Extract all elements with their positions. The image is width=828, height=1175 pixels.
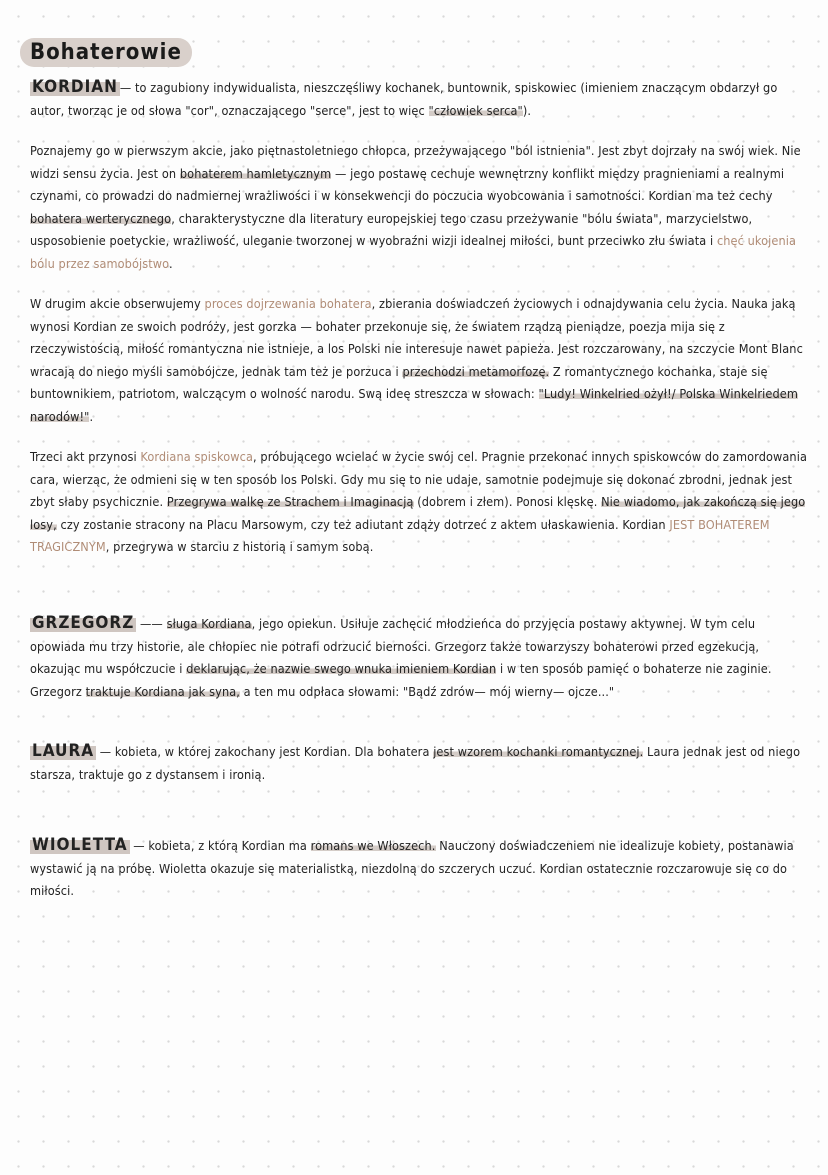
wioletta-text: WIOLETTA — kobieta, z którą Kordian ma romans we Włoszech. Nauczony doświadczeniem nie idealizuje kobiety, postanawia wystawić ją na próbę. Wioletta okazuje się materialistką, niezdolną do szczerych uczuć. Kordian ostatecznie rozczarowuje się co do miłości. — [30, 835, 794, 898]
laura-heading: LAURA — [32, 741, 95, 761]
grzegorz-section — [30, 612, 810, 703]
highlight: deklarując, że nazwie swego wnuka imieniem Kordian — [186, 661, 497, 676]
wioletta-section — [30, 834, 810, 903]
laura-text: LAURA — kobieta, w której zakochany jest Kordian. Dla bohatera jest wzorem kochanki romantycznej. Laura jednak jest od niego starsza, traktuje go z dystansem i ironią. — [30, 741, 801, 782]
highlight: "Ludy! Winkelried ożył!/ Polska Winkelriedem narodów!" — [30, 386, 798, 424]
kordian-act3: Trzeci akt przynosi Kordiana spiskowca, próbującego wcielać w życie swój cel. Pragnie przekonać innych spiskowców do zamordowania cara, wierząc, że odmieni się w ten sposób los Polski. Gdy mu się to nie udaje, samotnie podejmuje się dokonać zbrodni, jednak jest zbyt słaby psychicznie. Przegrywa walkę ze Strachem i Imaginacją (dobrem i złem). Ponosi klęskę. Nie wiadomo, jak zakończą się jego losy, czy zostanie stracony na Placu Marsowym, czy też adiutant zdąży dotrzeć z aktem ułaskawienia. Kordian JEST BOHATEREM TRAGICZNYM, przegrywa w starciu z historią i samym sobą. — [30, 449, 808, 554]
highlight: traktuje Kordiana jak syna, — [85, 683, 240, 699]
highlight: Przegrywa walkę ze Strachem i Imaginacją — [166, 494, 414, 509]
highlight: romans we Włoszech. — [310, 838, 436, 853]
highlight: Nie wiadomo, jak zakończą się jego losy, — [30, 494, 806, 532]
kordian-act2: W drugim akcie obserwujemy proces dojrzewania bohatera, zbierania doświadczeń życiowych i odnajdywania celu życia. Nauka jaką wynosi Kordian ze swoich podróży, jest gorzka — bohater przekonuje się, że światem rządzą pieniądze, poezja mija się z rzeczywistością, miłość romantyczna nie istnieje, a los Polski nie interesuje nawet papieża. Jest rozczarowany, na szczycie Mont Blanc wracają do niego myśli samobójcze, jednak tam też je porzuca i przechodzi metamorfozę. Z romantycznego kochanka, staje się buntownikiem, patriotom, walczącym o wolność narodu. Swą ideę streszcza w słowach: "Ludy! Winkelried ożył!/ Polska Winkelriedem narodów!". — [30, 296, 803, 424]
laura-section — [30, 740, 810, 786]
kordian-heading: KORDIAN — [32, 77, 118, 97]
highlight: "człowiek serca" — [428, 102, 523, 118]
grzegorz-heading: GRZEGORZ — [32, 613, 135, 633]
kordian-section — [30, 76, 810, 559]
highlight: bohatera werterycznego — [30, 210, 172, 226]
wioletta-heading: WIOLETTA — [32, 835, 128, 855]
grzegorz-text: GRZEGORZ —— sługa Kordiana, jego opiekun. Usiłuje zachęcić młodzieńca do przyjęcia postawy aktywnej. W tym celu opowiada mu trzy historie, ale chłopiec nie potrafi odrzucić bierności. Grzegorz także towarzyszy bohaterowi przed egzekucją, okazując mu współczucie i deklarując, że nazwie swego wnuka imieniem Kordian i w ten sposób pamięć o bohaterze nie zaginie. Grzegorz traktuje Kordiana jak syna, a ten mu odpłaca słowami: "Bądź zdrów— mój wierny— ojcze..." — [30, 613, 772, 699]
accent-text: proces dojrzewania bohatera — [204, 296, 372, 311]
highlight: przechodzi metamorfozę. — [402, 363, 550, 379]
kordian-act1: Poznajemy go w pierwszym akcie, jako piętnastoletniego chłopca, przeżywającego "ból istnienia". Jest zbyt dojrzały na swój wiek. Nie widzi sensu życia. Jest on bohaterem hamletycznym — jego postawę cechuje wewnętrzny konflikt między pragnieniami a realnymi czynami, co prowadzi do nadmiernej wrażliwości i w konsekwencji do poczucia wyobcowania i samotności. Kordian ma też cechy bohatera werterycznego, charakterystyczne dla literatury europejskiej tego czasu przeżywanie "bólu świata", marzycielstwo, usposobienie poetyckie, wrażliwość, uleganie tworzonej w wyobraźni wizji idealnej miłości, bunt przeciwko złu świata i chęć ukojenia bólu przez samobójstwo. — [30, 143, 801, 271]
accent-text: JEST BOHATEREM TRAGICZNYM — [30, 516, 770, 554]
accent-text: Kordiana spiskowca — [140, 449, 254, 464]
page-title: Bohaterowie — [20, 38, 192, 67]
accent-text: chęć ukojenia bólu przez samobójstwo — [30, 233, 797, 271]
highlight: jest wzorem kochanki romantycznej. — [433, 744, 644, 759]
kordian-intro: KORDIAN — to zagubiony indywidualista, nieszczęśliwy kochanek, buntownik, spiskowiec (imieniem znaczącym obdarzył go autor, tworząc je od słowa "cor", oznaczającego "serce", jest to więc "człowiek serca"). — [30, 77, 778, 118]
highlight: sługa Kordiana — [166, 616, 252, 631]
highlight: bohaterem hamletycznym — [179, 165, 332, 181]
